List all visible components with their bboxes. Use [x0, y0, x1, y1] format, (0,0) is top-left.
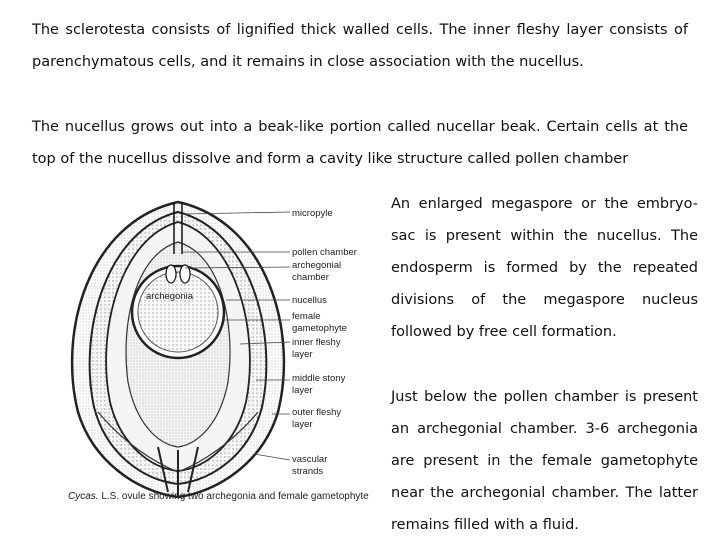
label-female: female — [292, 311, 321, 322]
paragraph-archegonial-chamber: Just below the pollen chamber is present an archegonial chamber. 3-6 archegonia are present in the female gametophyte near the archegonial chamber. The latter remains filled with a fluid. — [391, 389, 698, 533]
figure-caption — [68, 491, 369, 502]
label-outer-fleshy: outer fleshy — [292, 407, 342, 418]
label-pollen-chamber: pollen chamber — [292, 247, 357, 258]
label-outer-layer: layer — [292, 419, 313, 430]
label-vascular: vascular — [292, 454, 328, 465]
paragraph-sclerotesta: The sclerotesta consists of lignified thick walled cells. The inner fleshy layer consists of parenchymatous cells, and it remains in close association with the nucellus. — [32, 22, 688, 70]
label-middle-layer: layer — [292, 385, 313, 396]
label-nucellus: nucellus — [292, 295, 327, 306]
label-chamber: chamber — [292, 272, 329, 283]
archegonium-left — [166, 265, 176, 283]
caption-genus: Cycas. — [68, 491, 99, 502]
label-gametophyte: gametophyte — [292, 323, 347, 334]
label-strands: strands — [292, 466, 324, 477]
ovule-diagram — [28, 192, 388, 512]
caption-text: L.S. ovule showing two archegonia and female gametophyte — [98, 491, 369, 502]
label-archegonia: archegonia — [146, 291, 194, 302]
paragraph-nucellus: The nucellus grows out into a beak-like portion called nucellar beak. Certain cells at the top of the nucellus dissolve and form a cavity like structure called pollen chamber — [32, 119, 688, 167]
label-middle-stony: middle stony — [292, 373, 346, 384]
label-inner-fleshy: inner fleshy — [292, 337, 341, 348]
label-inner-layer: layer — [292, 349, 313, 360]
label-archegonial: archegonial — [292, 260, 342, 271]
label-micropyle: micropyle — [292, 208, 333, 219]
paragraph-megaspore: An enlarged megaspore or the embryo-sac is present within the nucellus. The endosperm is formed by the repeated divisions of the megaspore nucleus followed by free cell formation. — [391, 196, 698, 340]
